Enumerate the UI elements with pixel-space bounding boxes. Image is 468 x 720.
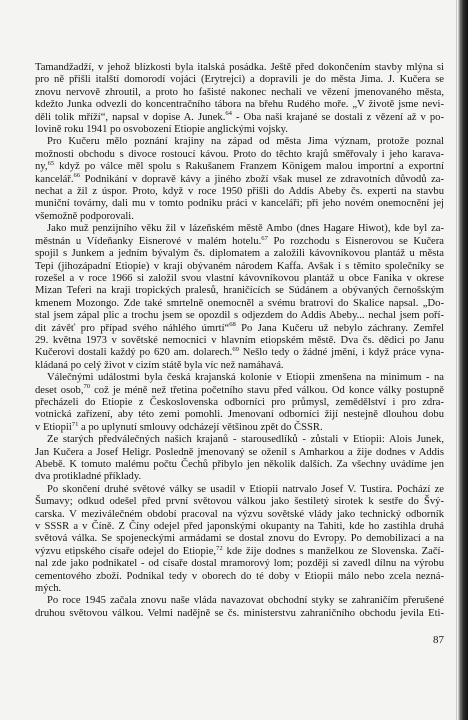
text-line: [35, 509, 444, 521]
text-run: nal zde jako podnikatel - od císaře dostal mramorový lom; později si zavedl dílnu na výrobu: [35, 558, 444, 570]
text-run: kancelář.: [35, 173, 74, 185]
paragraph: [35, 595, 444, 620]
text-line: [35, 347, 444, 359]
text-run: Po Jana Kučeru už nebylo záchrany. Zemřel: [235, 322, 444, 334]
footnote-ref: 68: [229, 321, 236, 329]
text-line: [35, 99, 444, 111]
paragraph: [35, 62, 444, 136]
text-run: votnická zařízení, aby této zemi pomohli. Jmenovaní odborníci žijí nestejně dlouhou dobu: [35, 409, 444, 421]
text-run: mých.: [35, 583, 62, 595]
text-run: pro ně přišli italští domorodí vojáci (Erytrejci) a dopravili je do města Jima. J. Kučera se: [35, 74, 444, 86]
text-line: [35, 223, 444, 235]
text-run: městnán u Vídeňanky Eisnerové v malém hotelu.: [35, 235, 262, 247]
text-line: [35, 608, 444, 620]
text-run: lovině roku 1941 po osvobození Etiopie anglickými vojsky.: [35, 124, 288, 136]
text-run: světová válka. Se spojeneckými armádami se dostal znovu do Evropy. Po demobilizaci a na: [35, 533, 444, 545]
text-run: všemožně podporovali.: [35, 210, 134, 222]
text-line: [35, 434, 444, 446]
text-line: [35, 124, 444, 136]
text-run: carska. V meziválečném období pracoval na výzvu sovětské vlády jako technický odborník: [35, 508, 444, 520]
text-line: [35, 74, 444, 86]
text-run: kde žije dodnes s manželkou ze Slovenska. Začí-: [222, 545, 444, 557]
paragraph: [35, 372, 444, 434]
text-line: [35, 583, 444, 595]
text-run: druhou světovou válkou. Velmi nadějně se čs. ministerstvu zahraničního obchodu jevila Eti-: [35, 607, 444, 619]
text-line: [35, 136, 444, 148]
text-line: [35, 484, 444, 496]
text-run: znovu nervově zhroutil, a proto ho fašisté nakonec nechali ve vězení jmenovaného města,: [35, 86, 444, 98]
text-line: [35, 571, 444, 583]
text-line: [35, 149, 444, 161]
text-run: Tamandžadží, v jehož blízkosti byla italská posádka. Ještě před dokončením stavby mlýna si: [35, 62, 444, 73]
text-run: Abebě. K tomuto malému počtu Čechů přibylo jen několik dalších. Za všechny uvádíme jen: [35, 459, 444, 470]
paragraph: [35, 136, 444, 223]
text-run: Šumavy; odkud odešel před první světovou válkou jako šestiletý sirotek k sestře do Švý-: [35, 496, 444, 508]
text-line: [35, 397, 444, 409]
text-run: a po uplynutí smlouvy odcházejí většinou zpět do ČSSR.: [78, 421, 323, 433]
text-line: [35, 161, 444, 173]
text-run: výzvu etipského císaře odejel do Etiopie,: [35, 545, 217, 557]
text-run: Tepi (jihozápadní Etiopie) v kraji obývaném národem Kaffa. Avšak i s těmito společníky se: [35, 260, 444, 272]
text-line: [35, 198, 444, 210]
text-line: [35, 273, 444, 285]
page-edge-line: [456, 0, 457, 720]
text-run: kládaná po celý život v cizím státě byla víc než namáhavá.: [35, 359, 284, 371]
text-run: ny,: [35, 161, 48, 173]
text-line: [35, 533, 444, 545]
text-line: [35, 409, 444, 421]
text-line: [35, 62, 444, 74]
text-line: [35, 385, 444, 397]
text-run: nechat a žil z úspor. Proto, když v roce 1950 přišli do Addis Abeby čs. experti na stavbu: [35, 186, 444, 198]
footnote-ref: 67: [261, 234, 268, 242]
footnote-ref: 71: [71, 420, 79, 428]
text-run: kmenem Mozongo. Zde také smrtelně onemocněl a svému bratrovi do Skalice napsal. „Do-: [35, 297, 444, 309]
text-line: [35, 558, 444, 570]
text-line: [35, 595, 444, 607]
text-run: 29. května 1973 v sovětské nemocnici v hlavním etiopském městě. Dva čs. dědici po Janu: [35, 334, 444, 346]
paragraph: [35, 223, 444, 372]
text-run: muniční továrny, dali mu v tomto podniku práci v kanceláři; při jeho novém onemocnění jej: [35, 198, 444, 210]
text-line: [35, 422, 444, 434]
text-line: [35, 521, 444, 533]
binding-edge-shadow: [458, 0, 468, 720]
page-number: 87: [433, 634, 444, 646]
footnote-ref: 72: [216, 544, 223, 552]
footnote-ref: 66: [73, 172, 81, 180]
text-line: [35, 459, 444, 471]
footnote-ref: 69: [232, 346, 239, 354]
text-line: [35, 174, 444, 186]
text-line: [35, 186, 444, 198]
text-run: Jan Kučera a Josef Heligr. Posledně jmenovaný se oženil s Amharkou a žije dodnes v Addis: [35, 446, 444, 458]
text-run: rozešel a v roce 1966 si založil svou vlastní kávovníkovou plantáž u obce Fanika v okrese: [35, 272, 444, 284]
text-run: kdežto Junka odvezli do koncentračního tábora na břehu Rudého moře. „V životě jsme nevi-: [35, 99, 444, 111]
text-line: [35, 298, 444, 310]
footnote-ref: 65: [47, 160, 55, 168]
text-run: v Etiopii: [35, 421, 72, 433]
text-line: [35, 248, 444, 260]
text-run: možnosti obchodu s divoce rostoucí kávou. Proto do těchto krajů směřovaly i jeho karava-: [35, 148, 444, 160]
body-text: [35, 62, 444, 620]
text-run: Nešlo tedy o žádné jmění, i když práce vyna-: [238, 347, 444, 359]
text-run: Po rozchodu s Eisnerovou se Kučera: [267, 235, 444, 247]
paragraph: [35, 434, 444, 484]
text-run: Ze starých předválečných našich krajanů - starousedlíků - zůstali v Etiopii: Alois Junek,: [47, 434, 444, 446]
text-run: když po válce měl spolu s Rakušanem Franzem Königem malou importní a exportní: [54, 161, 444, 173]
paragraph: [35, 484, 444, 596]
text-run: přecházeli do Etiopie z Československa odborníci pro průmysl, zemědělství i pro zdra-: [35, 396, 444, 408]
text-line: [35, 496, 444, 508]
text-run: což je méně než třetina početního stavu před válkou. Od konce války postupně: [90, 384, 445, 396]
text-run: Po roce 1945 začala znovu naše vláda navazovat obchodní styky se zahraničím přerušené: [47, 595, 444, 607]
text-line: [35, 447, 444, 459]
text-run: spojil s Junkem a jedním bývalým čs. diplomatem a založili kávovníkovou plantáž u města: [35, 248, 444, 260]
text-run: dit závěť pro případ svého náhlého úmrtí“: [35, 322, 230, 334]
text-run: děli tolik mříží“, napsal v dopise A. Junek.: [35, 111, 226, 123]
text-line: [35, 87, 444, 99]
text-line: [35, 323, 444, 335]
text-run: Podnikání v dopravě kávy a jiného zboží však musel ze zdravotních důvodů za-: [80, 173, 444, 185]
text-run: - Oba naši krajané se dostali z vězení až v po-: [231, 111, 444, 123]
text-line: [35, 285, 444, 297]
text-line: [35, 546, 444, 558]
text-line: [35, 211, 444, 223]
text-line: [35, 261, 444, 273]
text-run: Pro Kučeru mělo poznání krajiny na západ od města Jima význam, protože poznal: [47, 136, 444, 148]
text-line: [35, 112, 444, 124]
footnote-ref: 70: [83, 383, 91, 391]
text-run: dva protikladné příklady.: [35, 471, 142, 483]
text-run: Válečnými událostmi byla česká krajanská kolonie v Etiopii zmenšena na minimum - na: [47, 372, 444, 384]
text-run: stal jsem zápal plic a trochu jsem se opozdil s odjezdem do Addis Abeby... nechal jsem poří-: [35, 310, 444, 322]
text-line: [35, 335, 444, 347]
text-line: [35, 236, 444, 248]
footnote-ref: 64: [225, 110, 232, 118]
text-run: Mizan Teferi na kraji tropických pralesů, hraničících se Súdánem a obývaných černošským: [35, 285, 444, 297]
text-line: [35, 310, 444, 322]
text-run: cementového zboží. Podnikal tedy v oborech do té doby v Etiopii málo nebo zcela nezná-: [35, 570, 444, 582]
text-run: Kučerovi dostali každý po 620 am. dolarech.: [35, 347, 233, 359]
text-run: v SSSR a v Číně. Z Číny odejel před japonskými okupanty na Tahiti, kde ho zastihla druhá: [35, 521, 444, 533]
text-run: Po skončení druhé světové války se usadil v Etiopii natrvalo Josef V. Tustira. Pochází ze: [47, 483, 444, 495]
text-line: [35, 360, 444, 372]
text-run: deset osob,: [35, 384, 84, 396]
text-line: [35, 471, 444, 483]
text-line: [35, 372, 444, 384]
text-run: Jako muž penzijního věku žil v lázeňském městě Ambo (dnes Hagare Hiwot), kde byl za-: [47, 223, 444, 235]
